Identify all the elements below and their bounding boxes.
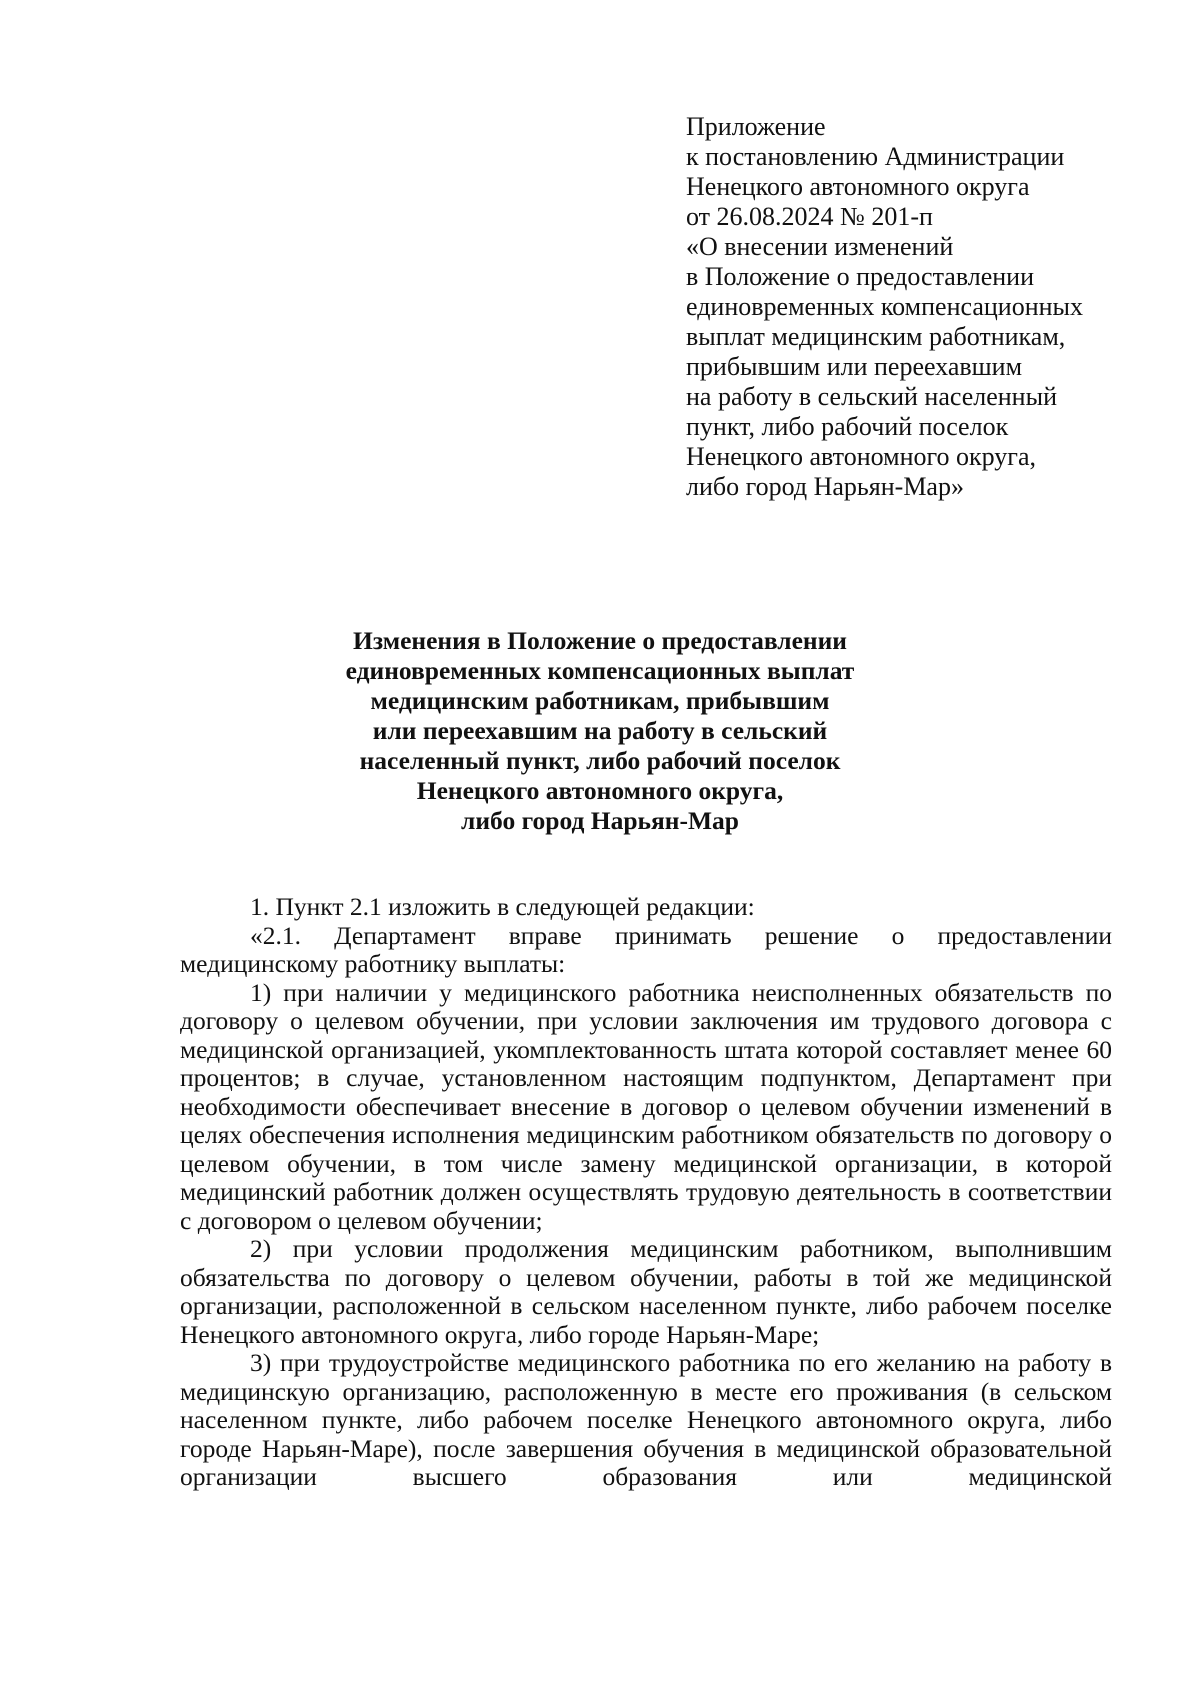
appendix-line: Ненецкого автономного округа, bbox=[686, 442, 1036, 471]
title-line: либо город Нарьян-Мар bbox=[461, 806, 739, 835]
paragraph-subclause-1: 1) при наличии у медицинского работника неисполненных обязательств по договору о целевом обучении, при условии заключения им трудового договора с медицинской организацией, укомплектованность штата которой составляет менее 60 процентов; в случае, установленном настоящим подпунктом, Департамент при необходимости обеспечивает внесение в договор о целевом обучении изменений в целях обеспечения исполнения медицинским работником обязательств по договору о целевом обучении, в том числе замену медицинской организации, в которой медицинский работник должен осуществлять трудовую деятельность в соответствии с договором о целевом обучении; bbox=[180, 977, 1112, 1235]
appendix-line: пункт, либо рабочий поселок bbox=[686, 412, 1009, 441]
document-title bbox=[300, 626, 900, 836]
paragraph-subclause-3: 3) при трудоустройстве медицинского работника по его желанию на работу в медицинскую организацию, расположенную в месте его проживания (в сельском населенном пункте, либо рабочем поселке Ненецкого автономного округа, либо городе Нарьян-Маре), после завершения обучения в медицинской образовательной организации высшего образования или медицинской bbox=[180, 1348, 1112, 1491]
appendix-line: на работу в сельский населенный bbox=[686, 382, 1057, 411]
appendix-header bbox=[686, 112, 1126, 502]
appendix-line: единовременных компенсационных bbox=[686, 292, 1084, 321]
appendix-line: прибывшим или переехавшим bbox=[686, 352, 1023, 381]
title-line: Изменения в Положение о предоставлении bbox=[352, 626, 847, 655]
title-line: медицинским работникам, прибывшим bbox=[370, 686, 830, 715]
appendix-line: от 26.08.2024 № 201-п bbox=[686, 202, 933, 231]
appendix-line: Ненецкого автономного округа bbox=[686, 172, 1030, 201]
title-line: единовременных компенсационных выплат bbox=[345, 656, 855, 685]
appendix-line: «О внесении изменений bbox=[686, 232, 954, 261]
appendix-line: к постановлению Администрации bbox=[686, 142, 1065, 171]
paragraph-clause-2-1: «2.1. Департамент вправе принимать решение о предоставлении медицинскому работнику выплаты: bbox=[180, 920, 1112, 978]
appendix-line: в Положение о предоставлении bbox=[686, 262, 1035, 291]
paragraph-item-1: 1. Пункт 2.1 изложить в следующей редакции: bbox=[250, 892, 755, 921]
appendix-line: либо город Нарьян-Мар» bbox=[686, 472, 964, 501]
paragraph-subclause-2: 2) при условии продолжения медицинским работником, выполнившим обязательства по договору о целевом обучении, работы в той же медицинской организации, расположенной в сельском населенном пункте, либо рабочем поселке Ненецкого автономного округа, либо городе Нарьян-Маре; bbox=[180, 1234, 1112, 1349]
appendix-line: выплат медицинским работникам, bbox=[686, 322, 1066, 351]
document-body bbox=[180, 893, 1112, 1492]
title-line: Ненецкого автономного округа, bbox=[416, 776, 784, 805]
appendix-line: Приложение bbox=[686, 112, 826, 141]
title-line: населенный пункт, либо рабочий поселок bbox=[359, 746, 841, 775]
title-line: или переехавшим на работу в сельский bbox=[372, 716, 828, 745]
